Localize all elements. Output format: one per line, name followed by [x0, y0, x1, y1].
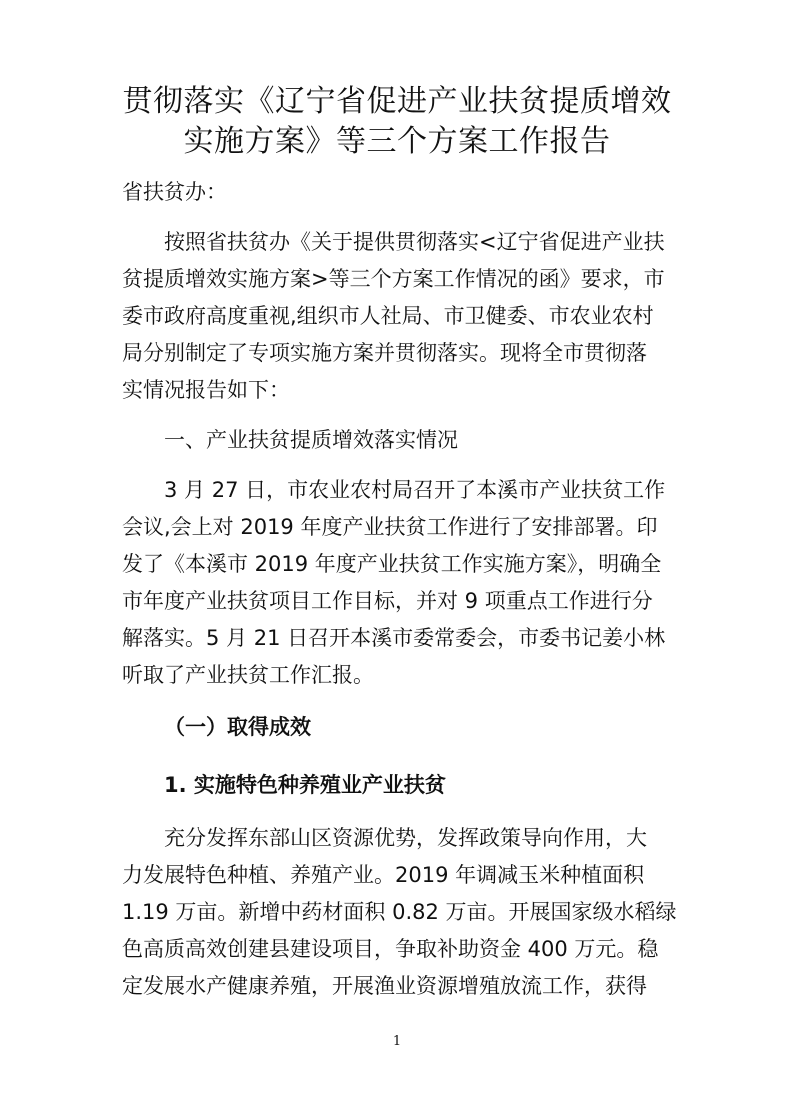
paragraph-line: 1.19 万亩。新增中药材面积 0.82 万亩。开展国家级水稻绿: [122, 900, 677, 924]
paragraph-line: 色高质高效创建县建设项目，争取补助资金 400 万元。稳: [122, 937, 659, 961]
subsection-heading: 1. 实施特色种养殖业产业扶贫: [164, 773, 446, 797]
paragraph-line: 发了《本溪市 2019 年度产业扶贫工作实施方案》，明确全: [122, 552, 662, 576]
paragraph-line: 市年度产业扶贫项目工作目标，并对 9 项重点工作进行分: [122, 589, 653, 613]
document-title-line-1: 贯彻落实《辽宁省促进产业扶贫提质增效: [122, 84, 672, 119]
paragraph-line: 力发展特色种植、养殖产业。2019 年调减玉米种植面积: [122, 863, 645, 887]
paragraph-line: 3 月 27 日，市农业农村局召开了本溪市产业扶贫工作: [164, 478, 666, 502]
section-heading: 一、产业扶贫提质增效落实情况: [164, 428, 458, 452]
paragraph-line: 听取了产业扶贫工作汇报。: [122, 663, 374, 687]
page-number: 1: [392, 1034, 402, 1049]
paragraph-line: 按照省扶贫办《关于提供贯彻落实<辽宁省促进产业扶: [164, 230, 665, 254]
paragraph-line: 委市政府高度重视,组织市人社局、市卫健委、市农业农村: [122, 304, 654, 328]
subsection-heading: （一）取得成效: [164, 715, 311, 739]
paragraph-line: 充分发挥东部山区资源优势，发挥政策导向作用，大: [164, 826, 647, 850]
paragraph-line: 贫提质增效实施方案>等三个方案工作情况的函》要求，市: [122, 267, 665, 291]
paragraph-line: 定发展水产健康养殖，开展渔业资源增殖放流工作，获得: [122, 974, 647, 998]
paragraph-line: 实情况报告如下：: [122, 378, 290, 402]
paragraph-line: 会议,会上对 2019 年度产业扶贫工作进行了安排部署。印: [122, 515, 658, 539]
paragraph-line: 解落实。5 月 21 日召开本溪市委常委会，市委书记姜小林: [122, 626, 666, 650]
paragraph-line: 局分别制定了专项实施方案并贯彻落实。现将全市贯彻落: [122, 341, 647, 365]
salutation: 省扶贫办：: [122, 180, 227, 204]
document-title-line-2: 实施方案》等三个方案工作报告: [183, 124, 611, 159]
